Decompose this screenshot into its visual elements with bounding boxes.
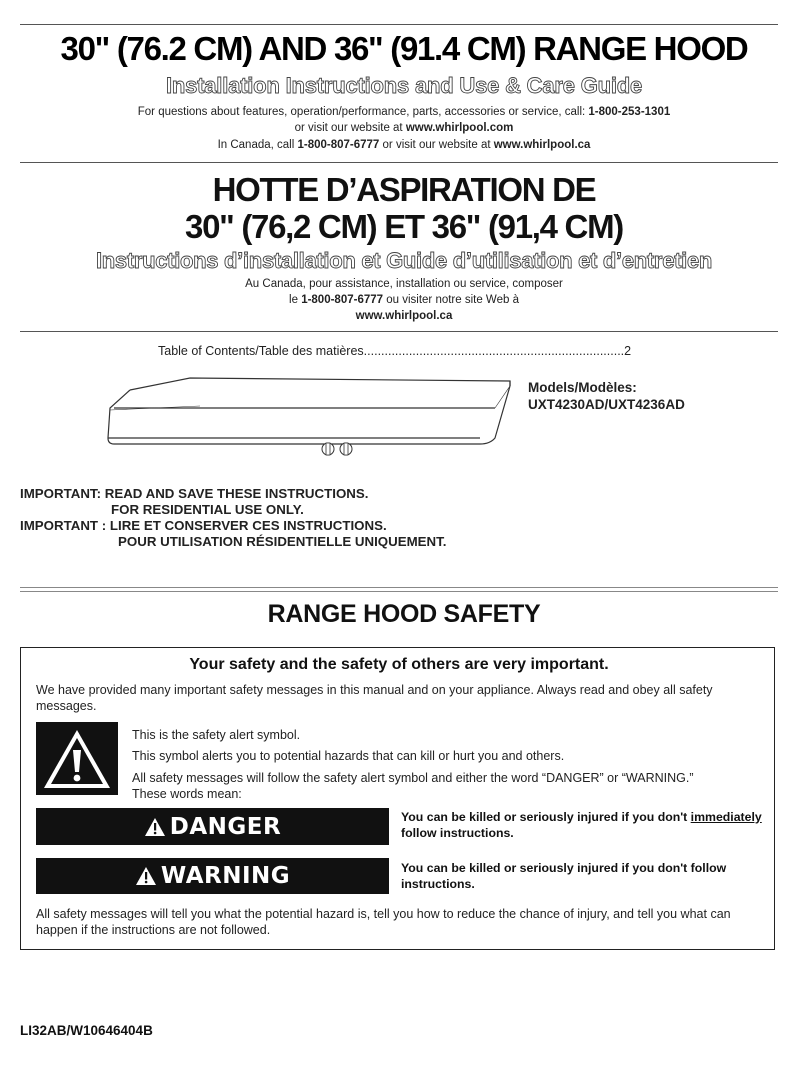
contact-us: For questions about features, operation/performance, parts, accessories or service, call: 1-800-253-1301 or visit our website at www.whirlpool.com: [137, 106, 671, 134]
range-hood-illustration: [100, 368, 520, 468]
title-english: 30" (76.2 CM) AND 36" (91.4 CM) RANGE HOOD: [60, 30, 748, 67]
model-numbers: Models/Modèles: UXT4230AD/UXT4236AD: [528, 380, 685, 412]
ca-website: www.whirlpool.ca: [493, 139, 591, 151]
important-english: IMPORTANT: READ AND SAVE THESE INSTRUCTIONS. FOR RESIDENTIAL USE ONLY.: [20, 486, 369, 517]
table-of-contents[interactable]: Table of Contents/Table des matières...........................................................................2: [158, 344, 632, 358]
danger-banner: DANGER: [36, 808, 389, 845]
safety-intro: We have provided many important safety messages in this manual and on your appliance. Always read and obey all safety messages.: [36, 683, 713, 713]
rule-3: [20, 331, 778, 332]
top-rule: [20, 24, 778, 25]
warning-description: You can be killed or seriously injured if you don't follow instructions.: [401, 861, 727, 891]
knob-icon: [322, 443, 352, 455]
danger-alert-icon: [144, 817, 166, 837]
safety-alert-icon: [36, 722, 118, 795]
safety-closing: All safety messages will tell you what the potential hazard is, tell you how to reduce the chance of injury, and tell you what can happen if the instructions are not followed.: [36, 907, 731, 937]
warning-banner: WARNING: [36, 858, 389, 894]
us-phone: 1-800-253-1301: [588, 106, 671, 118]
warning-alert-icon: [135, 866, 157, 886]
section-divider: [20, 587, 778, 592]
alert-explanation: This is the safety alert symbol. This symbol alerts you to potential hazards that can kill or hurt you and others. All safety messages will follow the safety alert symbol and either the word “DANGER” or “WARNING.” These words mean:: [132, 728, 694, 801]
ca-phone: 1-800-807-6777: [297, 139, 380, 151]
subtitle-english: Installation Instructions and Use & Care Guide: [165, 73, 643, 98]
safety-heading: RANGE HOOD SAFETY: [267, 600, 541, 628]
part-number: LI32AB/W10646404B: [20, 1023, 153, 1038]
us-website: www.whirlpool.com: [405, 122, 514, 134]
rule-2: [20, 162, 778, 163]
safety-box-heading: Your safety and the safety of others are very important.: [189, 656, 609, 673]
subtitle-french: Instructions d’installation et Guide d’utilisation et d’entretien: [95, 248, 713, 273]
important-french: IMPORTANT : LIRE ET CONSERVER CES INSTRUCTIONS. POUR UTILISATION RÉSIDENTIELLE UNIQUEMENT.: [20, 518, 447, 549]
title-french: HOTTE D’ASPIRATION DE 30" (76,2 CM) ET 36" (91,4 CM): [185, 171, 623, 245]
contact-french: Au Canada, pour assistance, installation ou service, composer le 1-800-807-6777 ou visiter notre site Web à www.whirlpool.ca: [245, 278, 563, 322]
danger-description: You can be killed or seriously injured if you don't immediately follow instructions.: [401, 810, 762, 840]
contact-canada: In Canada, call 1-800-807-6777 or visit our website at www.whirlpool.ca: [217, 139, 591, 151]
